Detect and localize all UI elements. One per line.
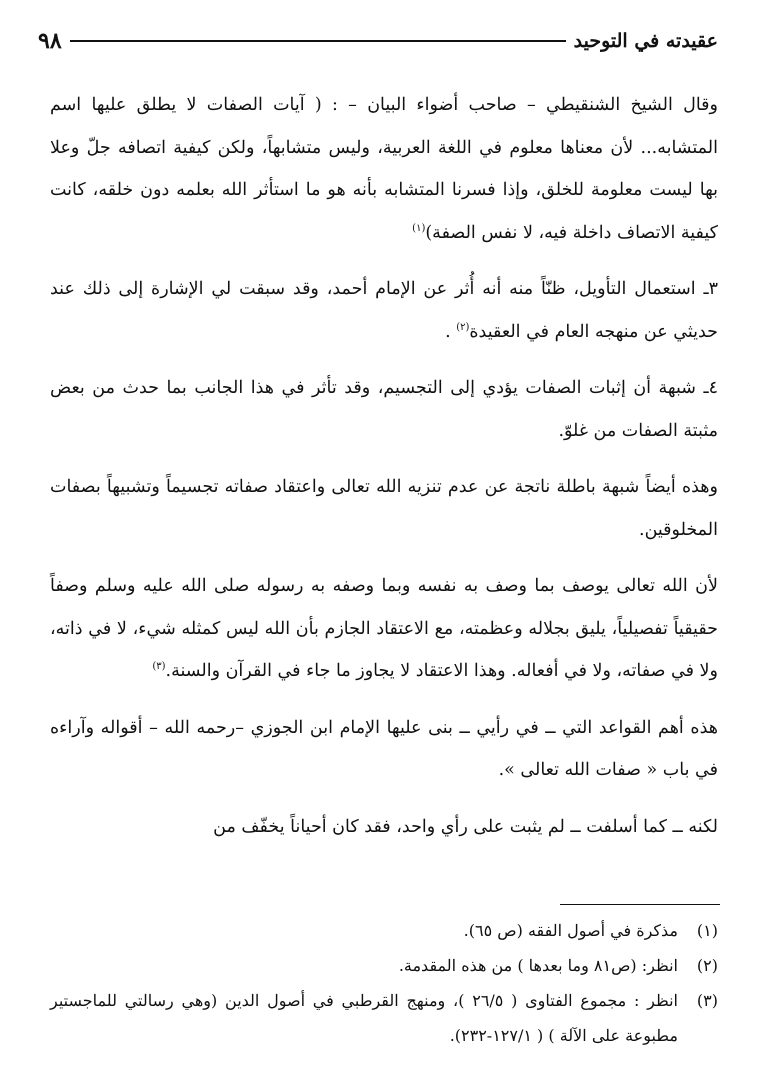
footnote-3 <box>50 983 718 1053</box>
footnote-ref-2: (٢) <box>456 321 470 333</box>
footnote-number: (٢) <box>696 956 718 975</box>
paragraph-attributes-belief: لأن الله تعالى يوصف بما وصف به نفسه وبما وصفه به رسوله صلى الله عليه وسلم وصفاً حقيقياً تفصيلياً، يليق بجلاله وعظمته، مع الاعتقاد الجازم بأن الله ليس كمثله شيء، لا في ذاته، ولا في صفاته، ولا في أفعاله. وهذا الاعتقاد لا يجاوز ما جاء في القرآن والسنة.$^{(٣)}$ <box>50 576 718 681</box>
running-title: عقيدته في التوحيد <box>573 30 718 52</box>
footnote-number: (١) <box>696 921 718 940</box>
footnote-text: مذكرة في أصول الفقه (ص ٦٥). <box>463 921 678 940</box>
paragraph-shinqiti-quote: وقال الشيخ الشنقيطي – صاحب أضواء البيان – : ( آيات الصفات لا يطلق عليها اسم المتشابه... لأن معناها معلوم في اللغة العربية، وليس متشابهاً، ولكن كيفية اتصافه جلّ وعلا بها ليست معلومة للخلق، وإذا فسرنا المتشابه بأنه هو ما استأثر الله بعلمه دون خلقه، كانت كيفية الاتصاف داخلة فيه، لا نفس الصفة)$^{(١)}$ <box>50 95 719 243</box>
page-number: ٩٨ <box>38 28 62 54</box>
page-header <box>38 26 718 56</box>
footnote-ref-3: (٣) <box>152 661 166 673</box>
footnote-text: انظر: (ص٨١ وما بعدها ) من هذه المقدمة. <box>398 956 678 975</box>
footnote-separator <box>560 904 720 905</box>
footnote-number: (٣) <box>696 991 718 1010</box>
footnote-1 <box>50 913 718 948</box>
footnote-ref-1: (١) <box>412 222 426 234</box>
paragraph-however: لكنه ــ كما أسلفت ــ لم يثبت على رأي واحد، فقد كان أحياناً يخفّف من <box>213 816 718 837</box>
footnote-2 <box>50 948 718 983</box>
header-rule <box>70 40 566 42</box>
paragraph-point-3: ٣ـ استعمال التأويل، ظنّاً منه أنه أُثر عن الإمام أحمد، وقد سبقت لي الإشارة إلى ذلك عند حديثي عن منهجه العام في العقيدة$^{(٢)}$ . <box>50 279 718 342</box>
paragraph-point-4: ٤ـ شبهة أن إثبات الصفات يؤدي إلى التجسيم، وقد تأثر في هذا الجانب بما حدث من بعض مثبتة الصفات من غلوّ. <box>50 378 718 441</box>
footnotes <box>50 913 718 1053</box>
body-text <box>50 84 718 862</box>
footnote-text: انظر : مجموع الفتاوى ( ٢٦/٥ )، ومنهج القرطبي في أصول الدين (وهي رسالتي للماجستير مطبوعة على الآلة ) ( ١٢٧/١-٢٣٢). <box>50 991 679 1045</box>
paragraph-rules-summary: هذه أهم القواعد التي ــ في رأيي ــ بنى عليها الإمام ابن الجوزي –رحمه الله – أقواله وآراءه في باب « صفات الله تعالى ». <box>50 717 718 780</box>
paragraph-false-doubt: وهذه أيضاً شبهة باطلة ناتجة عن عدم تنزيه الله تعالى واعتقاد صفاته تجسيماً وتشبيهاً بصفات المخلوقين. <box>50 477 718 540</box>
